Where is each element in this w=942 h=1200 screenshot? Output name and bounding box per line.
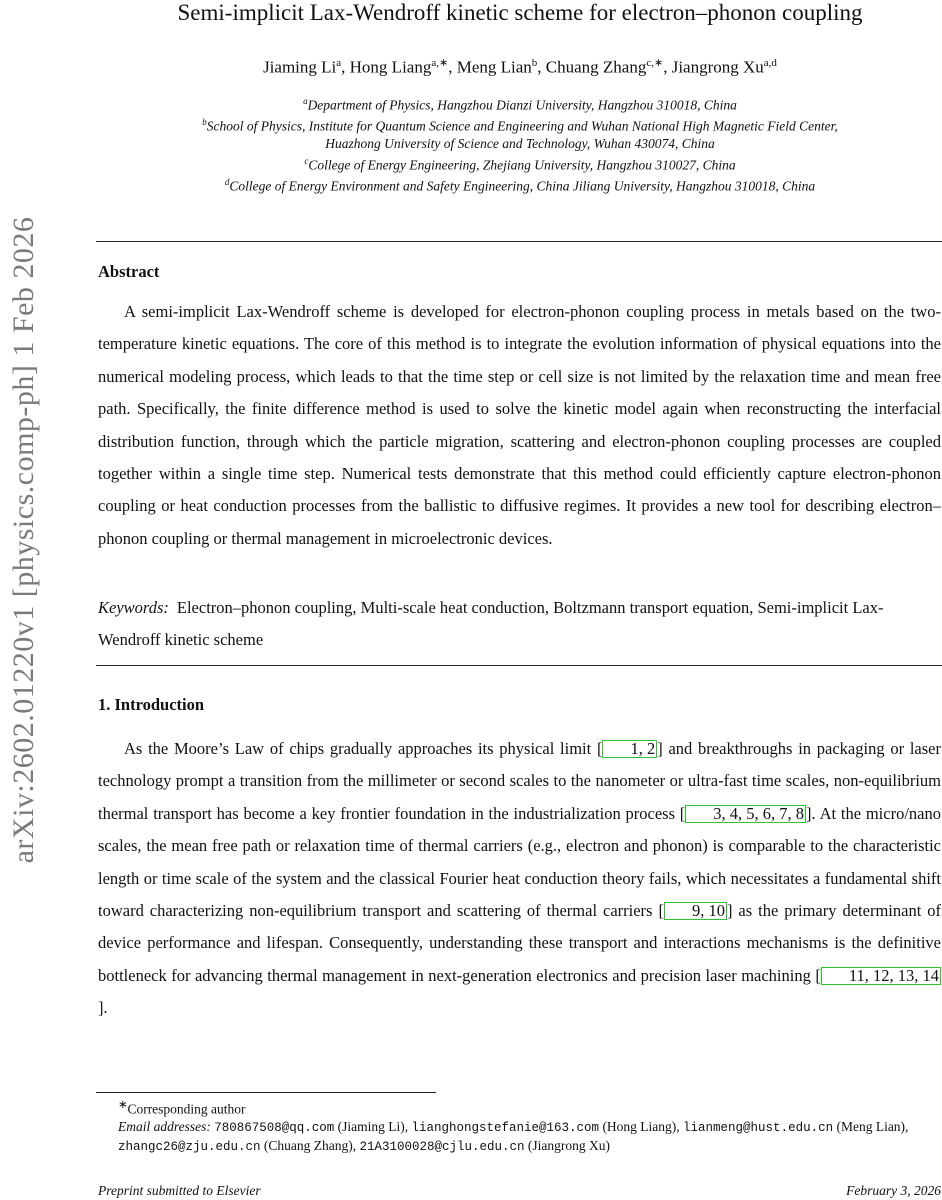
abstract-bottom-rule: [96, 665, 942, 666]
footnote-corresponding: [98, 1097, 941, 1118]
email-owner: (Jiangrong Xu): [524, 1137, 611, 1153]
affil-text: Huazhong University of Science and Technology, Wuhan 430074, China: [325, 136, 715, 151]
email-owner: (Jiaming Li),: [334, 1118, 412, 1134]
footnote-emails: [98, 1118, 941, 1156]
intro-text: As the Moore’s Law of chips gradually approaches its physical limit: [124, 739, 597, 758]
arxiv-sidebar: [2, 180, 46, 900]
email-owner: (Hong Liang),: [599, 1118, 684, 1134]
affiliation: [98, 153, 942, 174]
footnote-rule: [96, 1092, 436, 1093]
keywords: [98, 592, 941, 657]
page-footer: [98, 1183, 941, 1199]
affiliation: [98, 135, 942, 153]
abstract-heading: Abstract: [98, 262, 160, 281]
intro-text: as the primary determinant of device performance and lifespan. Consequently, understanding these transport and interactions mechanisms is the definitive bottleneck for advancing thermal management in next-generation electronics and precision laser machining: [98, 901, 941, 985]
footnotes: [98, 1097, 941, 1156]
corresponding-text: Corresponding author: [127, 1101, 246, 1117]
paper-title: Semi-implicit Lax-Wendroff kinetic scheme for electron–phonon coupling: [177, 0, 863, 25]
introduction-paragraph: As the Moore’s Law of chips gradually approaches its physical limit [ 1, 2 ] and breakthroughs in packaging or laser technology prompt a transition from the millimeter or second scales to the nanometer or ultra-fast time scales, non-equilibrium thermal transport has become a key frontier foundation in the industrialization process [ 3, 4, 5, 6, 7, 8 ]. At the micro/nano scales, the mean free path or relaxation time of thermal carriers (e.g., electron and phonon) is comparable to the characteristic length or time scale of the system and the classical Fourier heat conduction theory fails, which necessitates a fundamental shift toward characterizing non-equilibrium transport and scattering of thermal carriers [ 9, 10 ] as the primary determinant of device performance and lifespan. Consequently, understanding these transport and interactions mechanisms is the definitive bottleneck for advancing thermal management in next-generation electronics and precision laser machining [ 11, 12, 13, 14].: [98, 739, 941, 1018]
section-heading-introduction: 1. Introduction: [98, 695, 205, 714]
keywords-label: Keywords:: [98, 598, 169, 617]
citation-link[interactable]: 11, 12, 13, 14: [821, 967, 941, 985]
author-name: Meng Lian: [456, 57, 532, 77]
affil-text: College of Energy Engineering, Zhejiang University, Hangzhou 310027, China: [308, 157, 736, 172]
email-owner: (Chuang Zhang),: [260, 1137, 360, 1153]
author-name: Jiangrong Xu: [671, 57, 764, 77]
author-name: Jiaming Li: [263, 57, 337, 77]
email-address[interactable]: 780867508@qq.com: [214, 1120, 335, 1135]
author-affil-mark: b: [531, 57, 538, 69]
email-address[interactable]: zhangc26@zju.edu.cn: [118, 1139, 261, 1154]
intro-text: .: [103, 998, 108, 1018]
intro-text: and breakthroughs in packaging or laser technology prompt a transition from the millimeter or second scales to the nanometer or ultra-fast time scales, non-equilibrium thermal transport has become a key frontier foundation in the industrialization process: [98, 739, 941, 823]
author-affil-mark: a,d: [763, 57, 777, 69]
citation-link[interactable]: 3, 4, 5, 6, 7, 8: [685, 805, 806, 823]
author-affil-mark: a: [336, 57, 342, 69]
keywords-text: Electron–phonon coupling, Multi-scale heat conduction, Boltzmann transport equation, Semi-implicit Lax-Wendroff kinetic scheme: [98, 598, 884, 650]
email-label: Email addresses:: [118, 1118, 211, 1134]
arxiv-identifier: arXiv:2602.01220v1 [physics.comp-ph] 1 Feb 2026: [7, 216, 40, 864]
intro-text: . At the micro/nano scales, the mean free path or relaxation time of thermal carriers (e.g., electron and phonon) is comparable to the characteristic length or time scale of the system and the classical Fourier heat conduction theory fails, which necessitates a fundamental shift toward characterizing non-equilibrium transport and scattering of thermal carriers: [98, 803, 941, 921]
abstract-text: A semi-implicit Lax-Wendroff scheme is developed for electron-phonon coupling process in metals based on the two-temperature kinetic equations. The core of this method is to integrate the evolution information of physical equations into the numerical modeling process, which leads to that the time step or cell size is not limited by the relaxation time and mean free path. Specifically, the finite difference method is used to solve the kinetic model again when reconstructing the interfacial distribution function, through which the particle migration, scattering and electron-phonon coupling processes are coupled together within a single time step. Numerical tests demonstrate that this method could efficiently capture electron-phonon coupling or heat conduction processes from the ballistic to diffusive regimes. It provides a new tool for describing electron–phonon coupling or thermal management in microelectronic devices.: [98, 302, 941, 548]
affil-mark: b: [202, 117, 207, 127]
author-name: Chuang Zhang: [545, 57, 647, 77]
affiliation: [98, 174, 942, 195]
affil-mark: d: [224, 176, 230, 187]
author-list: Jiaming Li$^a$, Hong Liang$^{a,∗}$, Meng Lian$^b$, Chuang Zhang$^{c,∗}$, Jiangrong Xu$^{a,d}$: [263, 57, 777, 77]
abstract-top-rule: [96, 241, 942, 242]
affiliation: [98, 114, 942, 135]
email-owner: (Meng Lian),: [833, 1118, 909, 1134]
affiliation: [98, 93, 942, 114]
author-name: Hong Liang: [349, 57, 432, 77]
citation-link[interactable]: 9, 10: [664, 902, 727, 920]
footer-date: February 3, 2026: [846, 1183, 941, 1198]
affil-text: Department of Physics, Hangzhou Dianzi University, Hangzhou 310018, China: [307, 97, 737, 113]
author-affil-mark: a,∗: [431, 57, 449, 69]
citation-link[interactable]: 1, 2: [602, 740, 657, 758]
author-affil-mark: c,∗: [646, 57, 664, 69]
affiliation-list: [98, 93, 942, 195]
affil-text: College of Energy Environment and Safety Engineering, China Jiliang University, Hangzhou 310018, China: [229, 178, 816, 193]
email-address[interactable]: lianghongstefanie@163.com: [411, 1120, 600, 1135]
affil-mark: c: [304, 155, 309, 166]
affil-text: School of Physics, Institute for Quantum Science and Engineering and Wuhan National High Magnetic Field Center,: [206, 118, 838, 134]
footer-preprint: Preprint submitted to Elsevier: [98, 1183, 261, 1198]
email-address[interactable]: lianmeng@hust.edu.cn: [683, 1120, 834, 1135]
affil-mark: a: [303, 96, 308, 106]
email-address[interactable]: 21A3100028@cjlu.edu.cn: [359, 1139, 525, 1154]
corresponding-mark: ∗: [118, 1099, 128, 1111]
